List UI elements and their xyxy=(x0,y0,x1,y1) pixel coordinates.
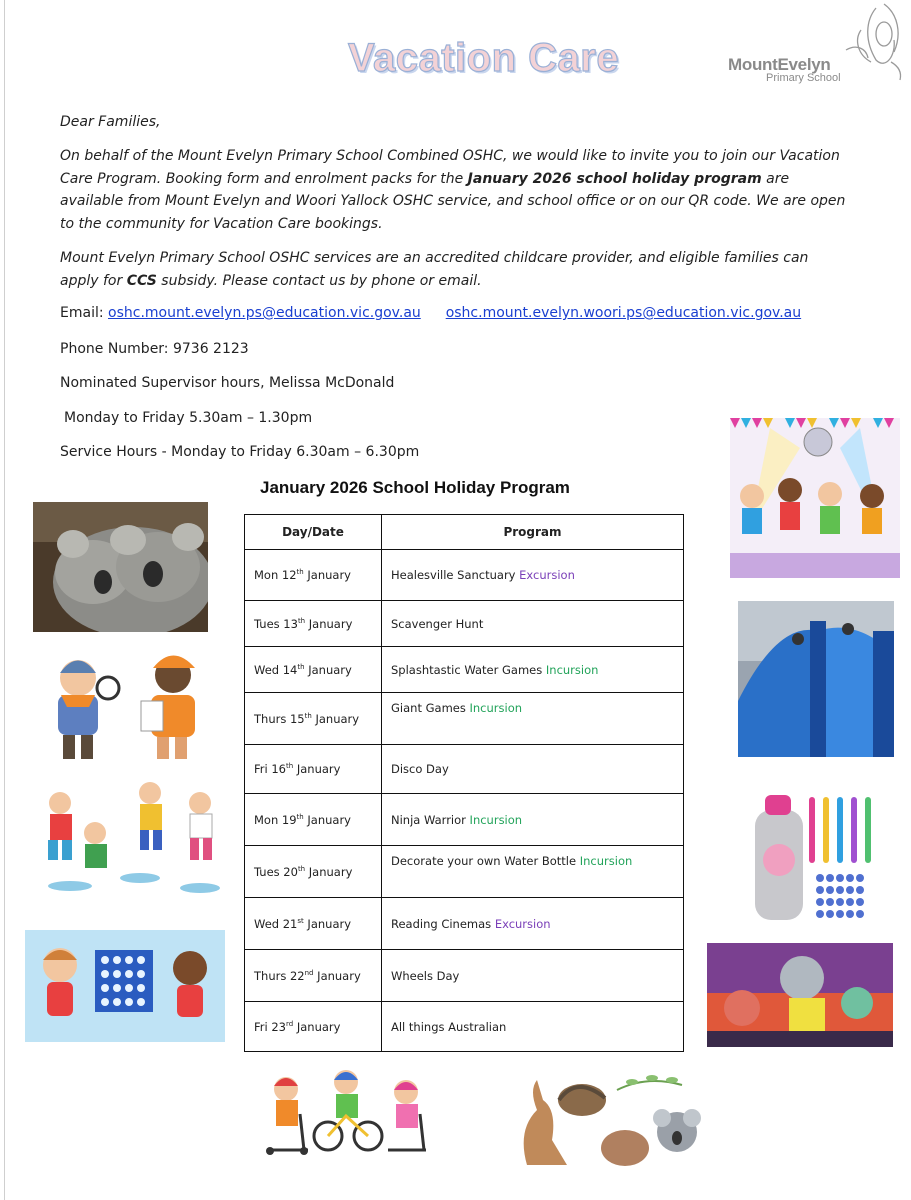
ccs-text-b: subsidy. Please contact us by phone or email. xyxy=(156,272,482,289)
table-row xyxy=(245,794,684,846)
incursion-tag: Incursion xyxy=(469,812,523,827)
table-row xyxy=(245,745,684,794)
greeting: Dear Families, xyxy=(60,114,161,130)
ninja-inflatable-slide-photo xyxy=(738,601,894,757)
day-suffix: th xyxy=(286,762,294,771)
cell-day xyxy=(245,846,382,898)
activity-text: Scavenger Hunt xyxy=(391,616,484,631)
program-table xyxy=(244,514,684,1052)
table-row xyxy=(245,601,684,647)
activity-text: All things Australian xyxy=(391,1019,507,1034)
logo-school-subtitle: Primary School xyxy=(766,72,841,84)
month-text: January xyxy=(303,812,351,827)
month-text: January xyxy=(303,916,352,931)
excursion-tag: Excursion xyxy=(494,916,551,931)
excursion-tag: Excursion xyxy=(519,568,575,582)
cell-program xyxy=(382,950,684,1002)
cell-day xyxy=(245,693,382,745)
intro-program-name: January 2026 school holiday program xyxy=(467,170,762,187)
australian-animals-illustration xyxy=(507,1070,707,1170)
page-edge xyxy=(4,0,5,1200)
day-suffix: nd xyxy=(304,968,314,977)
column-header-program: Program xyxy=(382,515,684,550)
koala-photo xyxy=(33,502,208,632)
day-text: Thurs 22 xyxy=(254,968,305,983)
table-row xyxy=(245,1002,684,1052)
logo-school-name: MountEvelyn xyxy=(728,55,831,74)
day-suffix: th xyxy=(304,711,312,720)
kids-playing-illustration xyxy=(30,778,225,898)
activity-text: Reading Cinemas xyxy=(391,916,492,931)
activity-text: Decorate your own Water Bottle xyxy=(391,854,577,868)
table-header-row xyxy=(245,515,684,550)
day-text: Tues 13 xyxy=(254,616,298,631)
email-link-woori[interactable]: oshc.mount.evelyn.woori.ps@education.vic.gov.au xyxy=(445,305,802,321)
cell-day xyxy=(245,745,382,794)
cell-program xyxy=(382,898,684,950)
day-text: Wed 14 xyxy=(254,662,298,677)
phone-number: Phone Number: 9736 2123 xyxy=(60,341,249,357)
cell-day xyxy=(245,898,382,950)
program-heading: January 2026 School Holiday Program xyxy=(260,478,570,497)
activity-text: Ninja Warrior xyxy=(391,812,466,827)
day-text: Wed 21 xyxy=(254,916,298,931)
table-row xyxy=(245,898,684,950)
incursion-tag: Incursion xyxy=(469,701,523,715)
day-text: Fri 23 xyxy=(254,1019,286,1034)
disco-kids-illustration xyxy=(730,418,900,578)
cell-day xyxy=(245,794,382,846)
ccs-bold: CCS xyxy=(126,272,157,289)
intro-text-a: On behalf of the Mount Evelyn Primary School Combined OSHC, we would like to invite you to join our Vacation Care Program. Booking form and enrolment packs for the xyxy=(60,148,840,187)
page-title: Vacation Care xyxy=(348,36,620,80)
table-row xyxy=(245,950,684,1002)
intro-paragraph xyxy=(60,145,850,235)
cell-day xyxy=(245,647,382,693)
cell-program xyxy=(382,1002,684,1052)
cinema-cartoon-poster xyxy=(707,943,893,1047)
cell-program xyxy=(382,794,684,846)
month-text: January xyxy=(293,1019,341,1034)
cell-day xyxy=(245,1002,382,1052)
email-line xyxy=(60,302,850,325)
month-text: January xyxy=(293,762,341,776)
intro-text-b: are available from Mount Evelyn and Woori Yallock OSHC service, and school office or on our QR code. We are open to the community for Vacation Care bookings. xyxy=(60,170,846,232)
table-row xyxy=(245,550,684,601)
wheels-day-kids-illustration xyxy=(258,1064,433,1156)
scavenger-hunt-kids-illustration xyxy=(33,643,211,763)
cell-program xyxy=(382,745,684,794)
cell-program xyxy=(382,846,684,898)
day-suffix: rd xyxy=(286,1019,294,1028)
day-text: Mon 12 xyxy=(254,568,297,582)
activity-text: Disco Day xyxy=(391,762,449,776)
activity-text: Wheels Day xyxy=(391,968,460,983)
activity-text: Splashtastic Water Games xyxy=(391,662,543,677)
month-text: January xyxy=(305,616,353,631)
day-text: Mon 19 xyxy=(254,812,297,827)
ccs-paragraph xyxy=(60,247,850,292)
supervisor-line: Nominated Supervisor hours, Melissa McDonald xyxy=(60,375,395,391)
day-suffix: th xyxy=(297,616,306,625)
activity-text: Healesville Sanctuary xyxy=(391,568,516,582)
water-bottle-decorating-photo xyxy=(750,790,880,935)
month-text: January xyxy=(313,968,361,983)
email-label: Email: xyxy=(60,305,104,321)
day-suffix: th xyxy=(296,812,304,821)
column-header-day: Day/Date xyxy=(245,515,382,550)
month-text: January xyxy=(303,568,351,582)
month-text: January xyxy=(311,711,360,726)
cell-day xyxy=(245,950,382,1002)
cell-day xyxy=(245,550,382,601)
cell-program xyxy=(382,601,684,647)
connect-four-kids-illustration xyxy=(25,930,225,1042)
table-row xyxy=(245,846,684,898)
day-text: Tues 20 xyxy=(254,864,298,879)
service-hours: Service Hours - Monday to Friday 6.30am – 6.30pm xyxy=(60,444,420,460)
month-text: January xyxy=(304,662,352,677)
cell-day xyxy=(245,601,382,647)
supervisor-hours: Monday to Friday 5.30am – 1.30pm xyxy=(64,410,313,426)
cell-program xyxy=(382,647,684,693)
day-text: Fri 16 xyxy=(254,762,286,776)
table-row xyxy=(245,647,684,693)
cell-program xyxy=(382,550,684,601)
day-text: Thurs 15 xyxy=(254,711,305,726)
day-suffix: st xyxy=(297,916,304,925)
day-suffix: th xyxy=(297,662,305,671)
day-suffix: th xyxy=(296,568,304,577)
ccs-text-a: Mount Evelyn Primary School OSHC services are an accredited childcare provider, and eligible families can apply for xyxy=(60,250,809,289)
month-text: January xyxy=(305,864,353,879)
table-row xyxy=(245,693,684,745)
day-suffix: th xyxy=(297,864,306,873)
incursion-tag: Incursion xyxy=(545,662,599,677)
email-link-mount-evelyn[interactable]: oshc.mount.evelyn.ps@education.vic.gov.au xyxy=(108,305,421,321)
cell-program xyxy=(382,693,684,745)
incursion-tag: Incursion xyxy=(579,854,633,868)
activity-text: Giant Games xyxy=(391,701,466,715)
